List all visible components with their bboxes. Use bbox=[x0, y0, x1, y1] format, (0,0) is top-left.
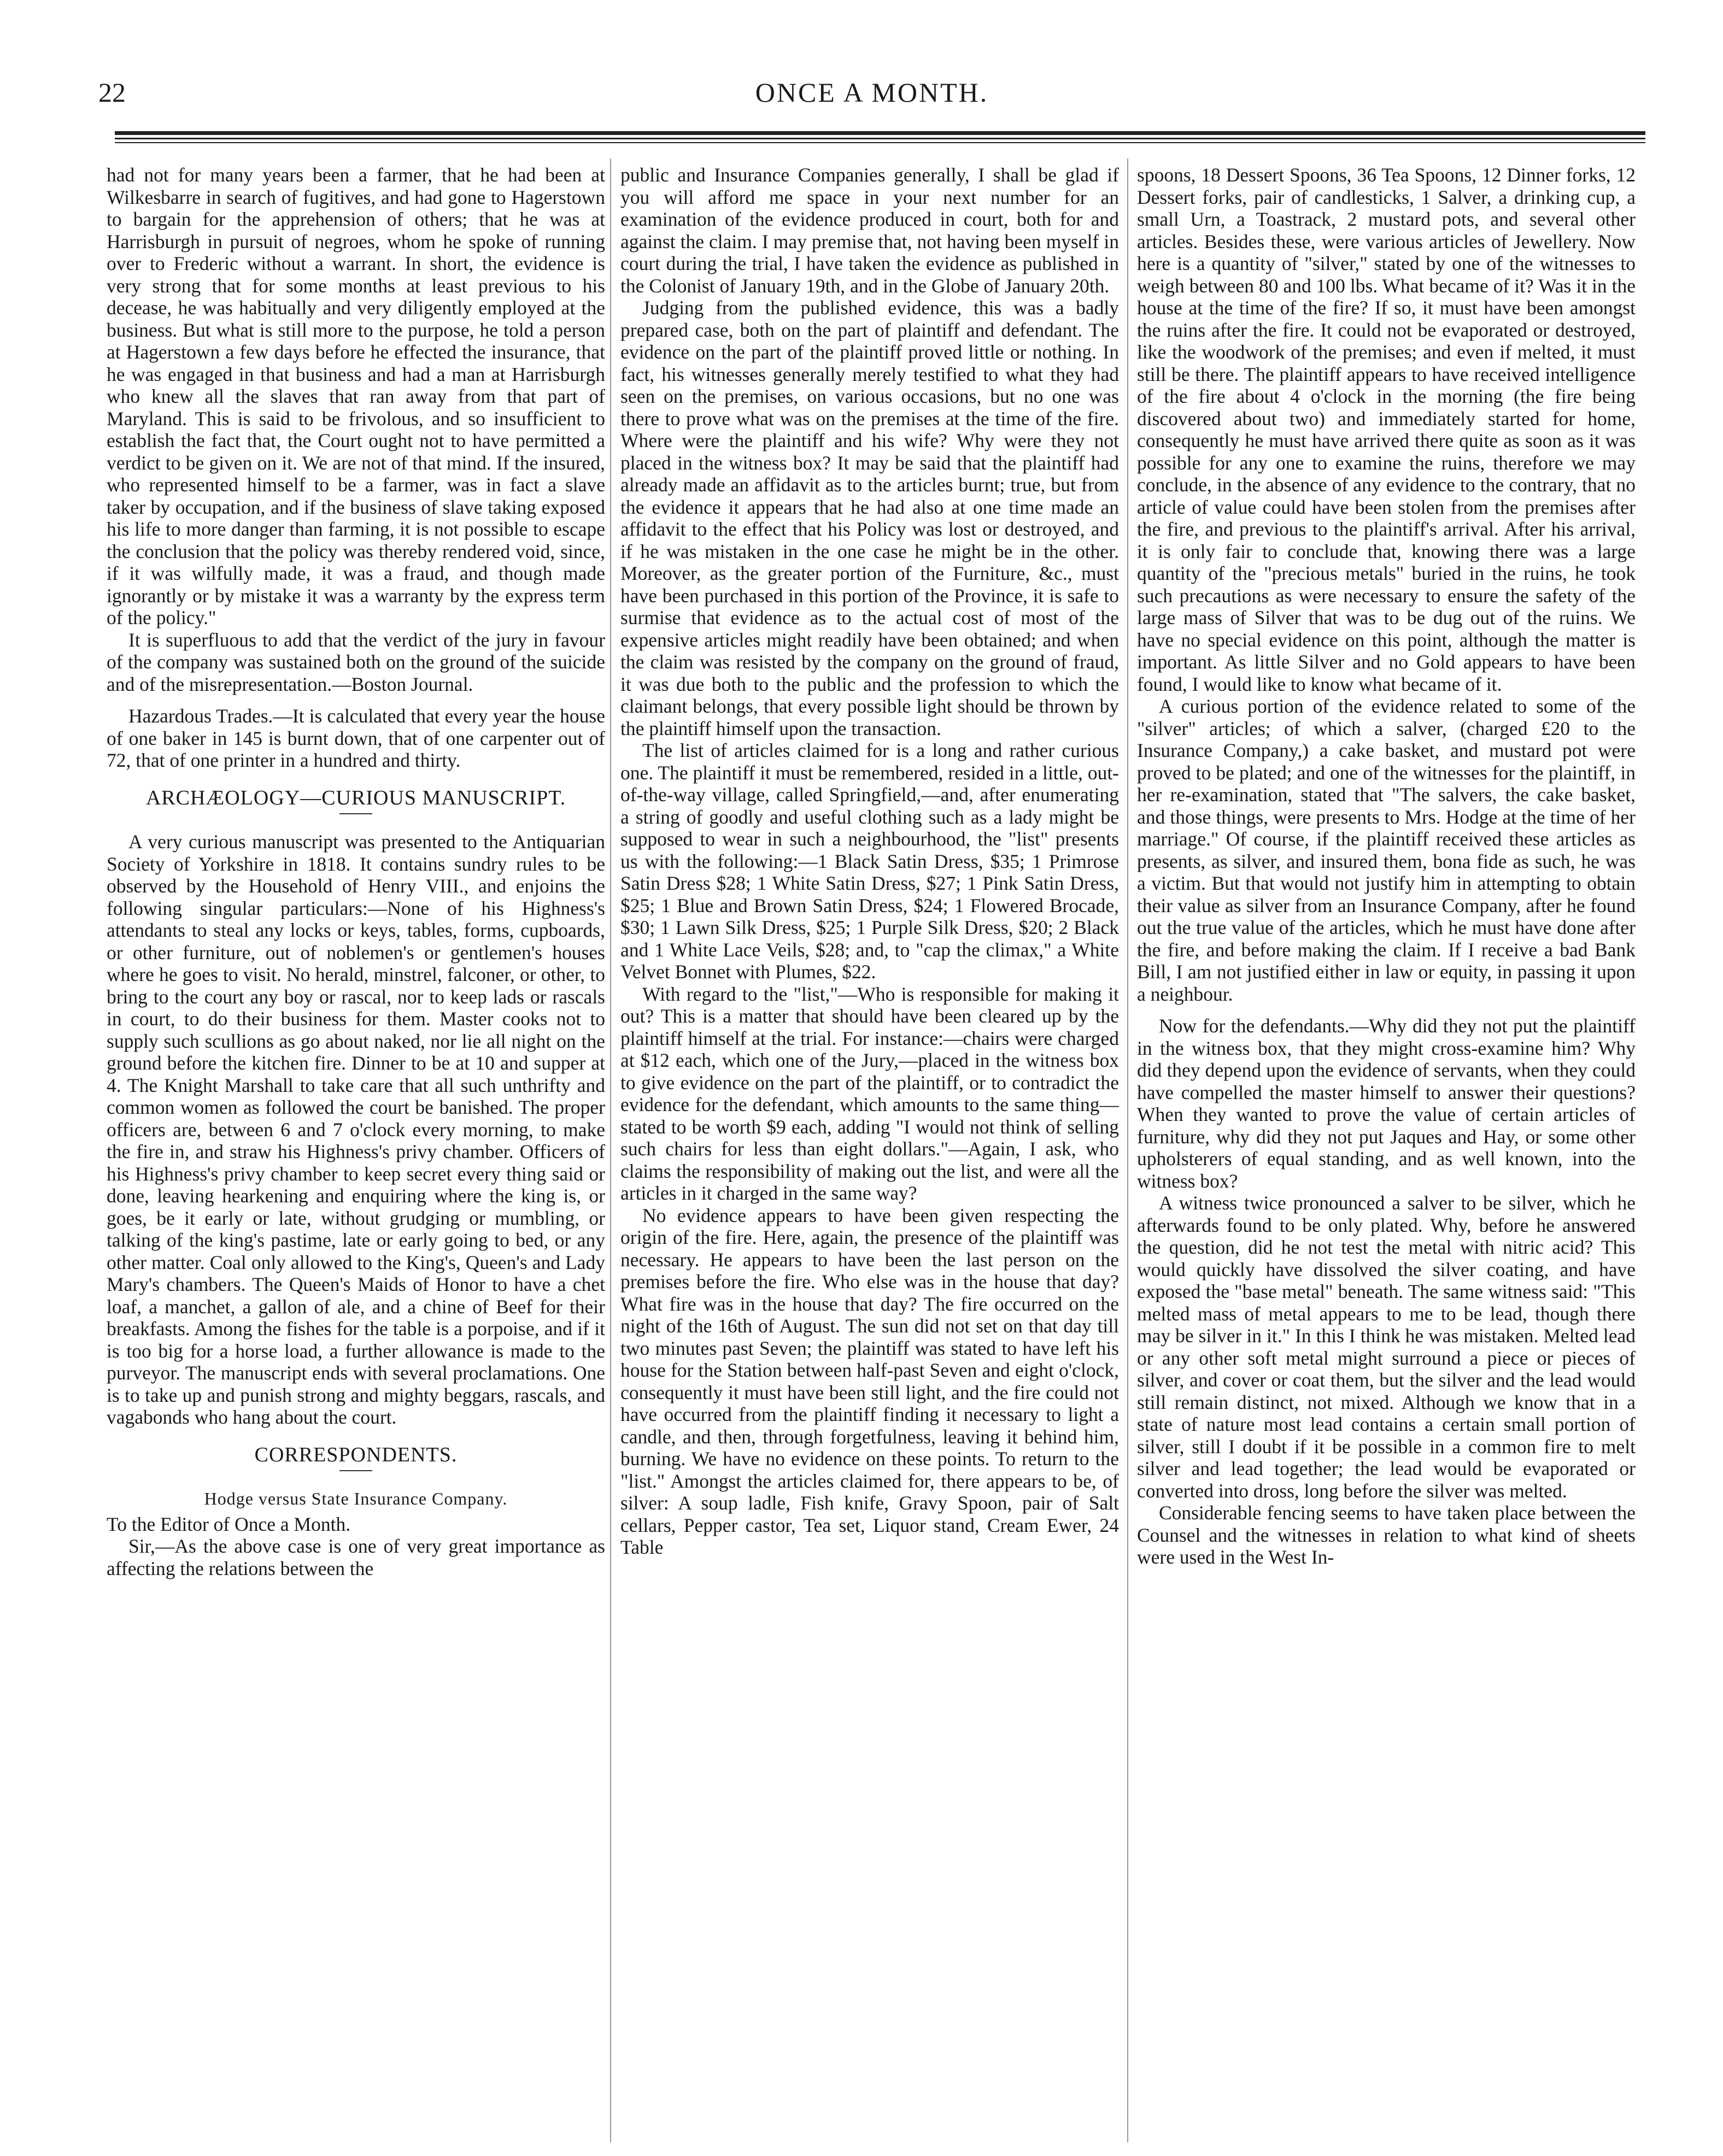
column-separator bbox=[610, 158, 611, 2142]
paragraph: The list of articles claimed for is a long and rather curious one. The plaintiff it must be remembered, resided in a little, out-of-the-way village, called Springfield,—and, after enumerating a string of goodly and useful clothing such as a lady might be supposed to wear in such a neighbourhood, the "list" presents us with the following:—1 Black Satin Dress, $35; 1 Primrose Satin Dress $28; 1 White Satin Dress, $27; 1 Pink Satin Dress, $25; 1 Blue and Brown Satin Dress, $24; 1 Flowered Brocade, $30; 1 Lawn Silk Dress, $25; 1 Purple Silk Dress, $20; 2 Black and 1 White Lace Veils, $28; and, to "cap the climax," a White Velvet Bonnet with Plumes, $22. bbox=[620, 739, 1119, 983]
section-rule bbox=[339, 813, 372, 814]
column-separator bbox=[1127, 158, 1128, 2142]
paragraph: A very curious manuscript was presented to the Antiquarian Society of Yorkshire in 1818. It contains sundry rules to be observed by the Household of Henry VIII., and enjoins the following singular particulars:—None of his Highness's attendants to steal any locks or keys, tables, forms, cupboards, or other furniture, out of noblemen's or gentlemen's houses where he goes to visit. No herald, minstrel, falconer, or other, to bring to the court any boy or rascal, nor to keep lads or rascals in court, to do their business for them. Master cooks not to supply such scullions as go about naked, nor lie all night on the ground before the kitchen fire. Dinner to be at 10 and supper at 4. The Knight Marshall to take care that all such unthrifty and common women as followed the court be banished. The proper officers are, between 6 and 7 o'clock every morning, to make the fire in, and straw his Highness's privy chamber. Officers of his Highness's privy chamber to keep secret every thing said or done, leaving hearkening and enquiring where the king is, or goes, be it early or late, without grudging or mumbling, or talking of the king's pastime, late or early going to bed, or any other matter. Coal only allowed to the King's, Queen's and Lady Mary's chambers. The Queen's Maids of Honor to have a chet loaf, a manchet, a gallon of ale, and a chine of Beef for their breakfasts. Among the fishes for the table is a porpoise, and if it is too big for a horse load, a further allowance is made to the purveyor. The manuscript ends with several proclamations. One is to take up and punish strong and mighty beggars, rascals, and vagabonds who hang about the court. bbox=[107, 831, 605, 1428]
header-rule-thin bbox=[115, 142, 1645, 143]
column-3 bbox=[1137, 164, 1636, 2142]
section-rule bbox=[339, 1470, 372, 1471]
paragraph: No evidence appears to have been given respecting the origin of the fire. Here, again, the presence of the plaintiff was necessary. He appears to have been the last person on the premises before the fire. Who else was in the house that day? What fire was in the house that day? The fire occurred on the night of the 16th of August. The sun did not set on that day till two minutes past Seven; the plaintiff was stated to have left his house for the Station between half-past Seven and eight o'clock, consequently it must have been still light, and the fire could not have occurred from the plaintiff finding it necessary to light a candle, and then, through forgetfulness, leaving it behind him, burning. We have no evidence on these points. To return to the "list." Amongst the articles claimed for, there appears to be, of silver: A soup ladle, Fish knife, Gravy Spoon, pair of Salt cellars, Pepper castor, Tea set, Liquor stand, Cream Ewer, 24 Table bbox=[620, 1204, 1119, 1558]
section-heading: CORRESPONDENTS. bbox=[254, 1443, 458, 1466]
section-heading: ARCHÆOLOGY—CURIOUS MANUSCRIPT. bbox=[145, 786, 566, 809]
paragraph: public and Insurance Companies generally, I shall be glad if you will afford me space in your next number for an examination of the evidence produced in court, both for and against the claim. I may premise that, not having been myself in court during the trial, I have taken the evidence as published in the Colonist of January 19th, and in the Globe of January 20th. bbox=[620, 164, 1119, 297]
paragraph: It is superfluous to add that the verdict of the jury in favour of the company was sustained both on the ground of the suicide and of the misrepresentation.—Boston Journal. bbox=[107, 628, 605, 695]
header-rule-middle bbox=[115, 138, 1645, 139]
paragraph: A curious portion of the evidence related to some of the "silver" articles; of which a salver, (charged £20 to the Insurance Company,) a cake basket, and mustard pot were proved to be plated; and one of the witnesses for the plaintiff, in her re-examination, stated that "The salvers, the cake basket, and those things, were presents to Mrs. Hodge at the time of her marriage." Of course, if the plaintiff received these articles as presents, as silver, and insured them, bona fide as such, he was a victim. But that would not justify him in attempting to obtain their value as silver from an Insurance Company, after he found out the true value of the articles, which he must have done after the fire, and before making the claim. If I receive a bad Bank Bill, I am not justified either in law or equity, in passing it upon a neighbour. bbox=[1137, 695, 1636, 1005]
column-2 bbox=[620, 164, 1119, 2142]
column-1 bbox=[107, 164, 605, 2142]
running-title: ONCE A MONTH. bbox=[755, 77, 989, 108]
page-header bbox=[98, 71, 1645, 120]
paragraph-gap bbox=[1137, 1005, 1636, 1015]
paragraph: With regard to the "list,"—Who is responsible for making it out? This is a matter that should have been cleared up by the plaintiff himself at the trial. For instance:—chairs were charged at $12 each, which one of the Jury,—placed in the witness box to give evidence on the part of the plaintiff, or to contradict the evidence for the defendant, which amounts to the same thing—stated to be worth $9 each, adding "I would not think of selling such chairs for less than eight dollars."—Again, I ask, who claims the responsibility of making out the list, and were all the articles in it charged in the same way? bbox=[620, 983, 1119, 1204]
paragraph: Sir,—As the above case is one of very great importance as affecting the relations between the bbox=[107, 1535, 605, 1579]
article-subheading: Hodge versus State Insurance Company. bbox=[204, 1489, 508, 1508]
paragraph: Considerable fencing seems to have taken place between the Counsel and the witnesses in relation to what kind of sheets were used in the West In- bbox=[1137, 1502, 1636, 1568]
paragraph: A witness twice pronounced a salver to be silver, which he afterwards found to be only plated. Why, before he answered the question, did he not test the metal with nitric acid? This would quickly have dissolved the silver coating, and have exposed the "base metal" beneath. The same witness said: "This melted mass of metal appears to me to be lead, though there may be silver in it." In this I think he was mistaken. Melted lead or any other soft metal might surround a piece or pieces of silver, and cover or coat them, but the silver and the lead would still remain distinct, not mixed. Although we know that in a state of nature most lead contains a certain small portion of silver, still I doubt if it be possible in a common fire to melt silver and lead together; the lead would be evaporated or converted into dross, long before the silver was melted. bbox=[1137, 1192, 1636, 1502]
paragraph: Now for the defendants.—Why did they not put the plaintiff in the witness box, that they might cross-examine him? Why did they depend upon the evidence of servants, when they could have compelled the master himself to answer their questions? When they wanted to prove the value of certain articles of furniture, why did they not put Jaques and Hay, or some other upholsterers of equal standing, and as well known, into the witness box? bbox=[1137, 1015, 1636, 1192]
paragraph: Judging from the published evidence, this was a badly prepared case, both on the part of plaintiff and defendant. The evidence on the part of the plaintiff proved little or nothing. In fact, his witnesses generally merely testified to what they had seen on the premises, on various occasions, but no one was there to prove what was on the premises at the time of the fire. Where were the plaintiff and his wife? Why were they not placed in the witness box? It may be said that the plaintiff had already made an affidavit as to the articles burnt; true, but from the evidence it appears that he had also at one time made an affidavit to the effect that his Policy was lost or destroyed, and if he was mistaken in the one case he might be in the other. Moreover, as the greater portion of the Furniture, &c., must have been purchased in this portion of the Province, it is safe to surmise that evidence as to the actual cost of most of the expensive articles might readily have been obtained; and when the claim was resisted by the company on the ground of fraud, it was due both to the public and the profession to which the claimant belongs, that every possible light should be thrown by the plaintiff himself upon the transaction. bbox=[620, 297, 1119, 739]
paragraph: spoons, 18 Dessert Spoons, 36 Tea Spoons, 12 Dinner forks, 12 Dessert forks, pair of candlesticks, 1 Salver, a drinking cup, a small Urn, a Toastrack, 2 mustard pots, and several other articles. Besides these, were various articles of Jewellery. Now here is a quantity of "silver," stated by one of the witnesses to weigh between 80 and 100 lbs. What became of it? Was it in the house at the time of the fire? If so, it must have been amongst the ruins after the fire. It could not be evaporated or destroyed, like the woodwork of the premises; and even if melted, it must still be there. The plaintiff appears to have received intelligence of the fire about 4 o'clock in the morning (the fire being discovered about two) and immediately started for home, consequently he must have arrived there quite as soon as it was possible for any one to examine the ruins, therefore we may conclude, in the absence of any evidence to the contrary, that no article of value could have been stolen from the premises after the fire, and previous to the plaintiff's arrival. After his arrival, it is only fair to conclude that, knowing there was a large quantity of the "precious metals" buried in the ruins, he took such precautions as were necessary to ensure the safety of the large mass of Silver that was to be dug out of the ruins. We have no special evidence on this point, although the matter is important. As little Silver and no Gold appears to have been found, I would like to know what became of it. bbox=[1137, 164, 1636, 695]
paragraph: had not for many years been a farmer, that he had been at Wilkesbarre in search of fugitives, and had gone to Hagerstown to bargain for the apprehension of others; that he was at Harrisburgh in pursuit of negroes, whom he spoke of running over to Frederic without a warrant. In short, the evidence is very strong that for some months at least previous to his decease, he was habitually and very diligently employed at the business. But what is still more to the purpose, he told a person at Hagerstown a few days before he effected the insurance, that he was engaged in that business and had a man at Harrisburgh who knew all the slaves that ran away from that part of Maryland. This is said to be frivolous, and so insufficient to establish the fact that, the Court ought not to have permitted a verdict to be given on it. We are not of that mind. If the insured, who represented himself to be a farmer, was in fact a slave taker by occupation, and if the business of slave taking exposed his life to more danger than farming, it is not possible to escape the conclusion that the policy was thereby rendered void, since, if it was wilfully made, it was a fraud, and though made ignorantly or by mistake it was a warranty by the express term of the policy." bbox=[107, 164, 605, 628]
page-number: 22 bbox=[98, 77, 126, 108]
paragraph-gap bbox=[107, 695, 605, 705]
paragraph: To the Editor of Once a Month. bbox=[107, 1513, 351, 1535]
header-rule-thick bbox=[115, 131, 1645, 135]
paragraph: Hazardous Trades.—It is calculated that every year the house of one baker in 145 is burnt down, that of one carpenter out of 72, that of one printer in a hundred and thirty. bbox=[107, 705, 605, 771]
